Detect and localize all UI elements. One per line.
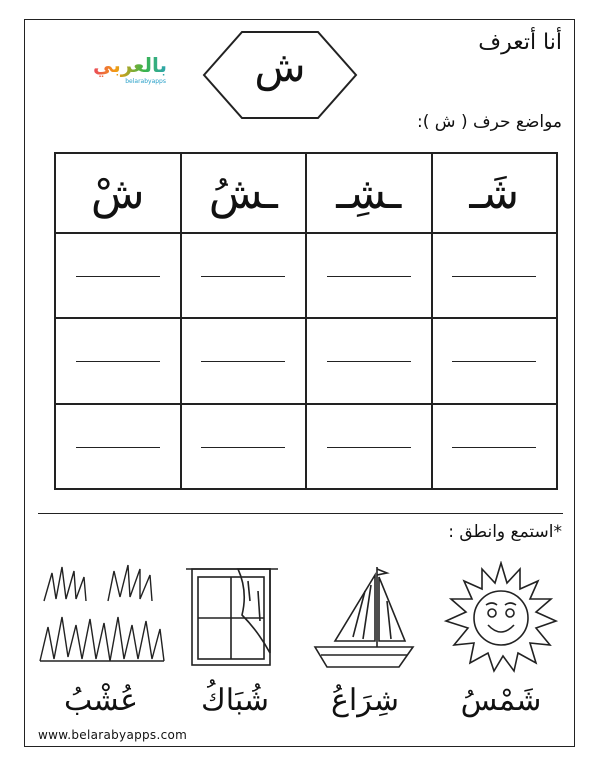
writing-cell[interactable]	[432, 404, 558, 489]
page-title: أنا أتعرف	[478, 30, 562, 55]
writing-line	[76, 361, 160, 362]
writing-line	[201, 447, 285, 448]
logo-subtext: belarabyapps	[125, 78, 166, 85]
table-row	[55, 404, 557, 489]
writing-cell[interactable]	[55, 318, 181, 403]
writing-cell[interactable]	[306, 233, 432, 318]
writing-line	[201, 276, 285, 277]
featured-letter: ش	[254, 42, 306, 91]
writing-cell[interactable]	[55, 233, 181, 318]
letter-form-initial: شَـ	[432, 153, 558, 233]
writing-line	[327, 447, 411, 448]
writing-cell[interactable]	[55, 404, 181, 489]
sun-icon	[440, 561, 562, 673]
writing-line	[76, 447, 160, 448]
writing-cell[interactable]	[432, 318, 558, 403]
window-icon	[178, 561, 288, 673]
writing-cell[interactable]	[306, 318, 432, 403]
writing-line	[76, 276, 160, 277]
table-row	[55, 233, 557, 318]
positions-heading: مواضع حرف ( ش ):	[417, 112, 562, 132]
brand-logo	[88, 52, 172, 94]
writing-cell[interactable]	[181, 404, 307, 489]
letter-form-final: ـشُ	[181, 153, 307, 233]
listen-heading: *استمع وانطق :	[448, 522, 562, 542]
writing-line	[201, 361, 285, 362]
letter-form-medial: ـشِـ	[306, 153, 432, 233]
sailboat-icon	[305, 561, 423, 673]
writing-line	[452, 276, 536, 277]
section-divider	[38, 513, 563, 514]
writing-line	[452, 361, 536, 362]
writing-line	[327, 361, 411, 362]
word-grass: عُشْبُ	[63, 683, 139, 718]
word-window: شُبَاكُ	[200, 683, 270, 718]
writing-cell[interactable]	[181, 318, 307, 403]
table-header-row	[55, 153, 557, 233]
grass-icon	[38, 561, 168, 673]
table-row	[55, 318, 557, 403]
word-sail: شِرَاعُ	[331, 683, 399, 718]
writing-cell[interactable]	[306, 404, 432, 489]
letter-form-isolated: شْ	[55, 153, 181, 233]
footer-url[interactable]: www.belarabyapps.com	[38, 728, 188, 742]
writing-line	[452, 447, 536, 448]
letter-positions-table	[54, 152, 558, 490]
writing-cell[interactable]	[432, 233, 558, 318]
writing-line	[327, 276, 411, 277]
logo-text: بالعربي	[88, 52, 172, 78]
writing-cell[interactable]	[181, 233, 307, 318]
word-sun: شَمْسُ	[460, 683, 542, 718]
